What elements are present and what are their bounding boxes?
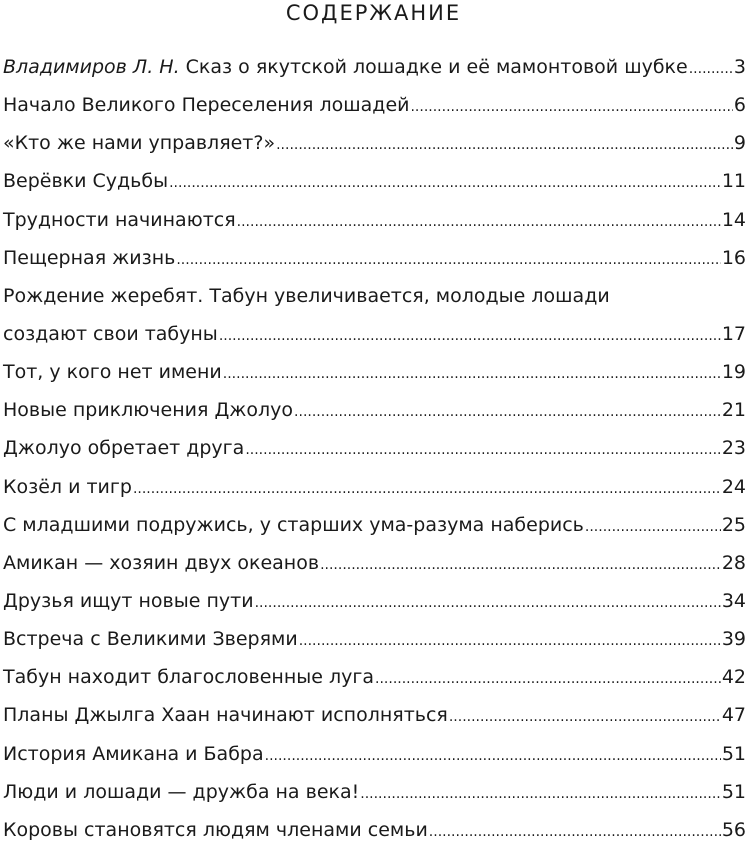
toc-entry xyxy=(3,624,746,662)
toc-leader-dots xyxy=(360,779,721,809)
toc-heading: СОДЕРЖАНИЕ xyxy=(285,1,462,25)
toc-entry-title-text: Сказ о якутской лошадке и её мамонтовой шубке xyxy=(179,56,688,78)
toc-entry-page: 24 xyxy=(721,475,746,498)
toc-leader-dots xyxy=(689,54,733,84)
toc-entry-title: Планы Джылга Хаан начинают исполняться xyxy=(3,704,448,727)
toc-entry-title: Джолуо обретает друга xyxy=(3,437,245,460)
toc-entry-title: Друзья ищут новые пути xyxy=(3,589,254,612)
toc-entry xyxy=(3,510,746,548)
toc-entry-page: 47 xyxy=(721,704,746,727)
toc-entry xyxy=(3,700,746,738)
toc-entry-page: 34 xyxy=(721,589,746,612)
toc-entry-line1 xyxy=(3,281,746,319)
toc-entry-title-line1: Рождение жеребят. Табун увеличивается, молодые лошади xyxy=(3,284,610,307)
toc-leader-dots xyxy=(176,245,720,275)
toc-entry-title: Коровы становятся людям членами семьи xyxy=(3,818,428,841)
toc-entry-author: Владимиров Л. Н. xyxy=(3,56,180,78)
toc-leader-dots xyxy=(294,397,721,427)
toc-entry xyxy=(3,548,746,586)
toc-list xyxy=(3,52,746,853)
toc-entry-page: 3 xyxy=(733,56,746,78)
toc-entry-page: 6 xyxy=(733,94,746,117)
toc-entry xyxy=(3,205,746,243)
toc-leader-dots xyxy=(245,435,721,465)
toc-entry xyxy=(3,319,746,357)
toc-entry-title: «Кто же нами управляет?» xyxy=(3,132,276,155)
toc-leader-dots xyxy=(133,474,721,504)
toc-leader-dots xyxy=(265,741,721,771)
toc-leader-dots xyxy=(169,168,721,198)
toc-entry-page: 21 xyxy=(721,399,746,422)
toc-entry-page: 23 xyxy=(721,437,746,460)
toc-entry-page: 56 xyxy=(721,818,746,841)
toc-entry-title: Трудности начинаются xyxy=(3,208,236,231)
toc-entry-title: Козёл и тигр xyxy=(3,475,132,498)
toc-entry xyxy=(3,433,746,471)
toc-entry-page: 39 xyxy=(721,628,746,651)
toc-entry-title: Пещерная жизнь xyxy=(3,246,176,269)
toc-entry xyxy=(3,662,746,700)
toc-entry-page: 11 xyxy=(721,170,746,193)
toc-leader-dots xyxy=(410,92,732,122)
toc-entry-title: Верёвки Судьбы xyxy=(3,170,169,193)
toc-entry xyxy=(3,52,746,90)
toc-entry xyxy=(3,739,746,777)
toc-entry xyxy=(3,357,746,395)
toc-entry xyxy=(3,128,746,166)
toc-entry-title: Люди и лошади — дружба на века! xyxy=(3,780,360,803)
toc-entry-title: История Амикана и Бабра xyxy=(3,742,264,765)
toc-leader-dots xyxy=(375,664,721,694)
toc-leader-dots xyxy=(237,207,721,237)
toc-entry-title: Начало Великого Переселения лошадей xyxy=(3,94,410,117)
toc-leader-dots xyxy=(449,702,721,732)
toc-leader-dots xyxy=(299,626,721,656)
toc-entry xyxy=(3,395,746,433)
toc-entry-title: Табун находит благословенные луга xyxy=(3,666,375,689)
toc-entry-title: создают свои табуны xyxy=(3,322,218,345)
toc-entry xyxy=(3,586,746,624)
toc-entry-page: 14 xyxy=(721,208,746,231)
toc-leader-dots xyxy=(320,550,721,580)
toc-entry-page: 16 xyxy=(721,246,746,269)
toc-entry xyxy=(3,815,746,853)
toc-leader-dots xyxy=(219,321,721,351)
toc-entry-title: Тот, у кого нет имени xyxy=(3,361,222,384)
toc-entry-page: 28 xyxy=(721,551,746,574)
toc-entry-title: Новые приключения Джолуо xyxy=(3,399,294,422)
toc-entry xyxy=(3,243,746,281)
toc-leader-dots xyxy=(223,359,721,389)
toc-entry xyxy=(3,90,746,128)
toc-leader-dots xyxy=(276,130,733,160)
toc-leader-dots xyxy=(585,512,721,542)
toc-entry-title: С младшими подружись, у старших ума-разума наберись xyxy=(3,513,584,536)
toc-entry-page: 9 xyxy=(733,132,746,155)
toc-entry-page: 51 xyxy=(721,780,746,803)
toc-entry xyxy=(3,777,746,815)
toc-leader-dots xyxy=(255,588,721,618)
toc-entry xyxy=(3,472,746,510)
toc-entry-title: Амикан — хозяин двух океанов xyxy=(3,551,320,574)
toc-entry-title xyxy=(3,52,688,82)
toc-entry-page: 51 xyxy=(721,742,746,765)
toc-entry-title: Встреча с Великими Зверями xyxy=(3,628,298,651)
toc-leader-dots xyxy=(429,817,721,847)
toc-entry xyxy=(3,166,746,204)
toc-entry-page: 19 xyxy=(721,361,746,384)
toc-entry-page: 25 xyxy=(721,513,746,536)
toc-entry-page: 17 xyxy=(721,322,746,345)
toc-entry-page: 42 xyxy=(721,666,746,689)
